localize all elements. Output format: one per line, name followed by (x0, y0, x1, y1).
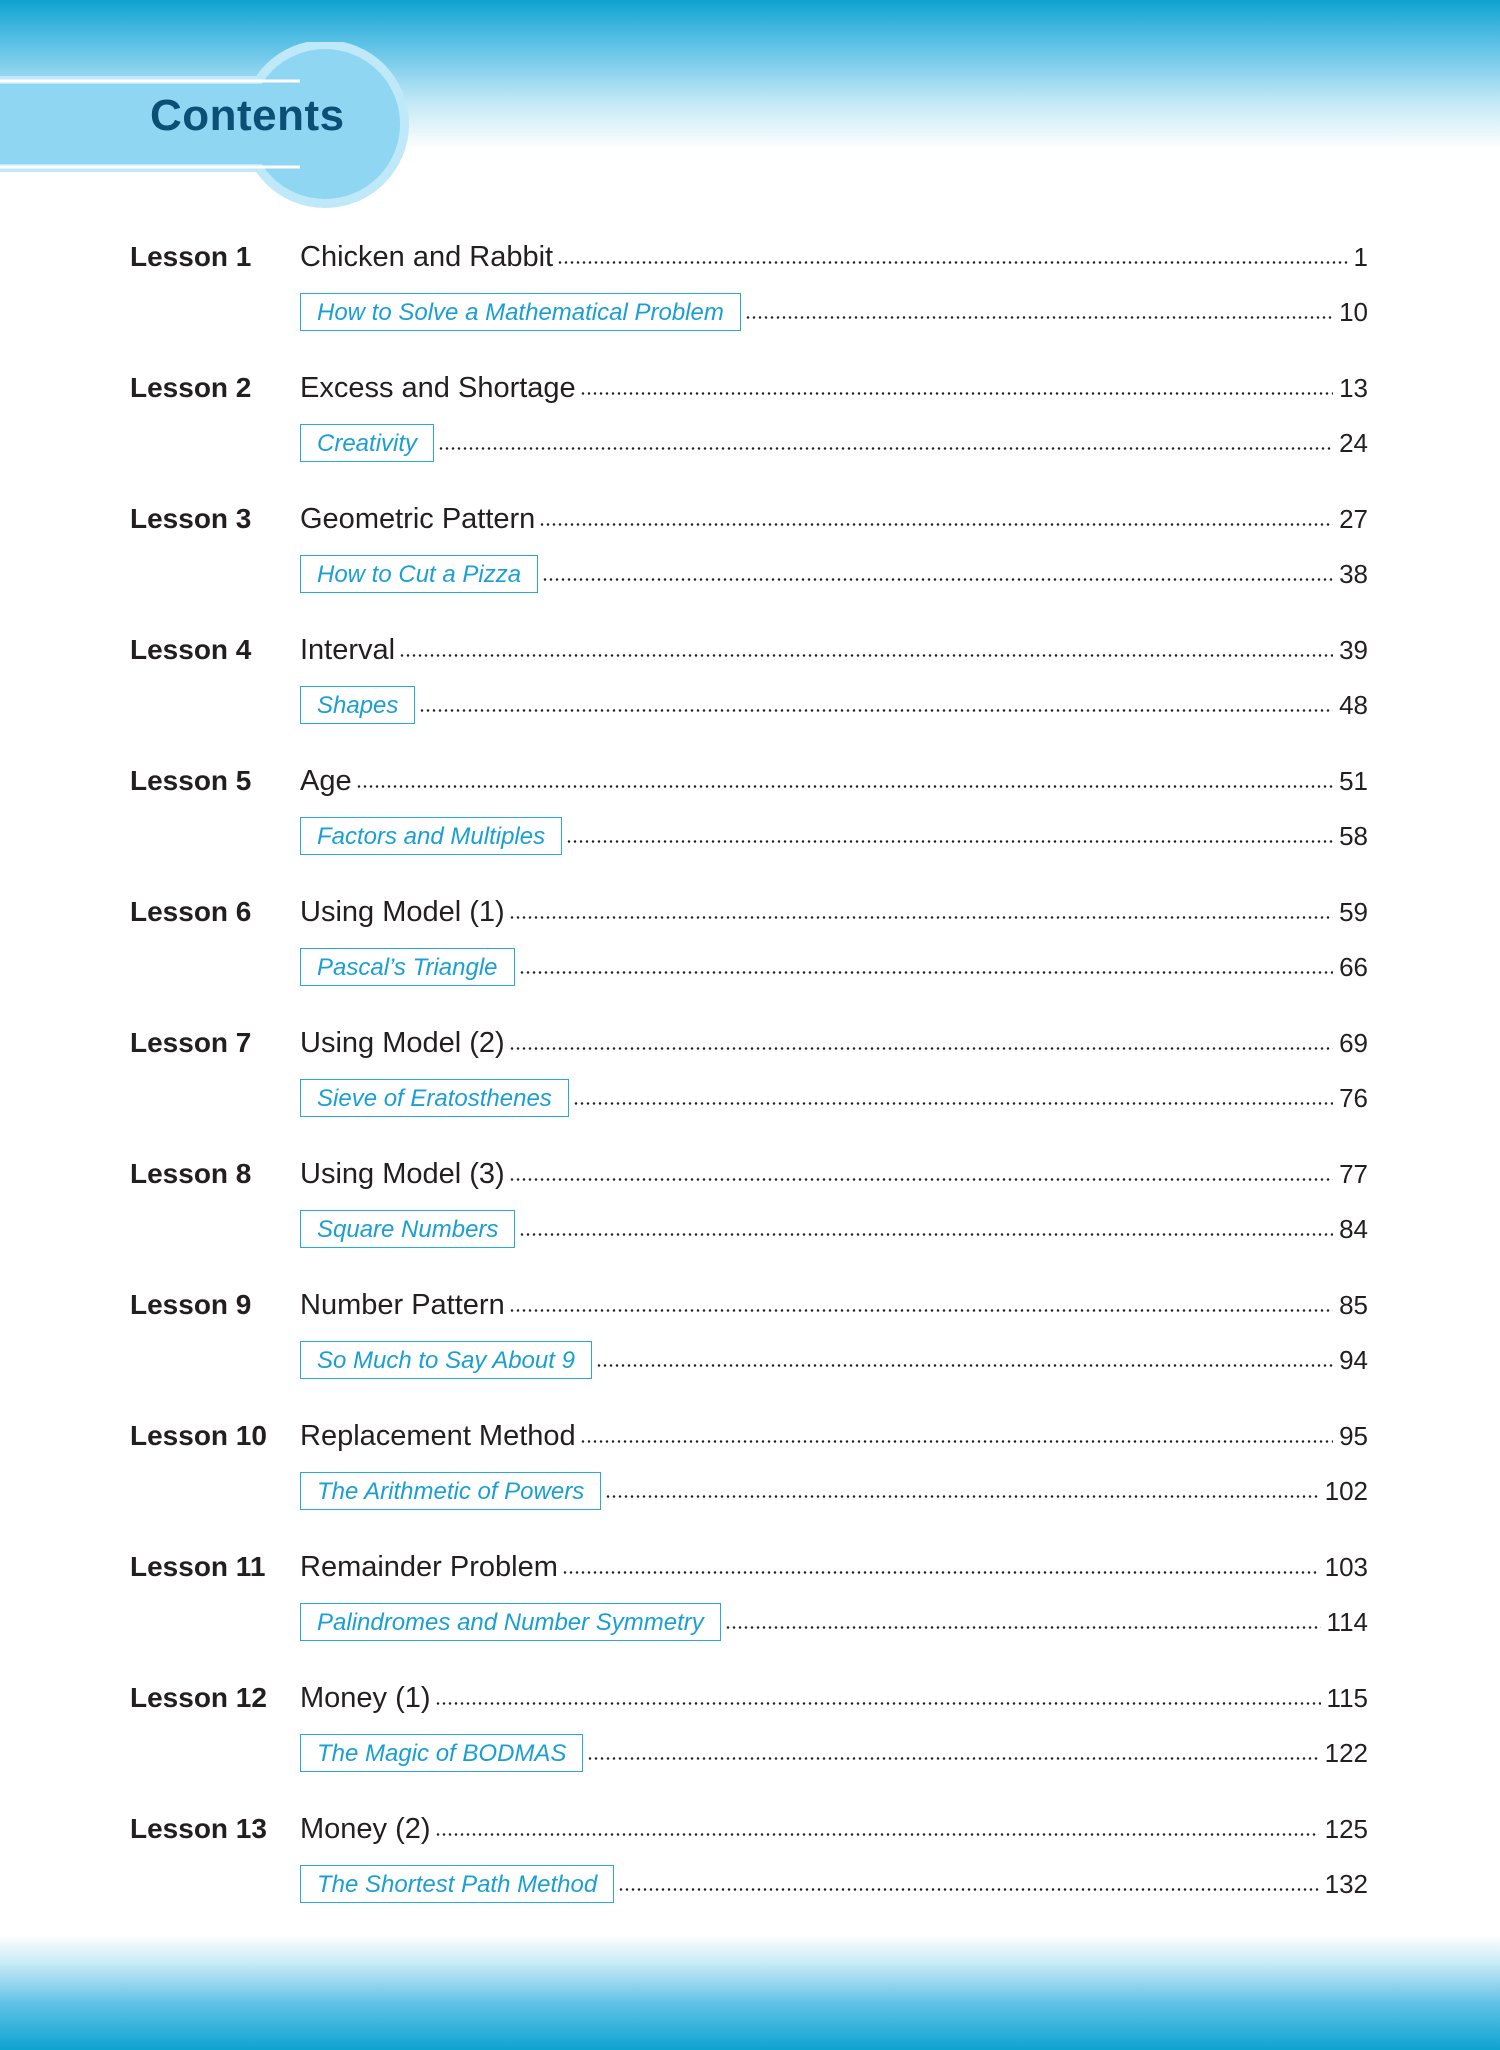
lesson-title: Using Model (1) (300, 895, 505, 928)
dot-leader (557, 261, 1347, 264)
feature-title-box: So Much to Say About 9 (300, 1341, 592, 1379)
feature-title-box: Factors and Multiples (300, 817, 562, 855)
page-number: 84 (1339, 1213, 1368, 1244)
feature-title-box: Creativity (300, 424, 434, 462)
lesson-title-row[interactable] (300, 237, 1368, 277)
feature-row[interactable] (300, 1078, 1368, 1118)
feature-title-box: The Arithmetic of Powers (300, 1472, 601, 1510)
feature-row[interactable] (300, 423, 1368, 463)
dot-leader (519, 971, 1334, 974)
lesson-label: Lesson 11 (130, 1551, 266, 1582)
lesson-title: Money (2) (300, 1812, 431, 1845)
page-title: Contents (150, 91, 345, 140)
lesson-title-row[interactable] (300, 1547, 1368, 1587)
dot-leader (539, 523, 1333, 526)
lesson-title-row[interactable] (300, 1809, 1368, 1849)
lesson-title: Money (1) (300, 1681, 431, 1714)
feature-title-box: Pascal’s Triangle (300, 948, 515, 986)
page-number: 1 (1353, 241, 1368, 272)
lesson-title: Interval (300, 633, 396, 666)
page-number: 66 (1339, 951, 1368, 982)
dot-leader (596, 1364, 1333, 1367)
page-number: 125 (1324, 1813, 1368, 1844)
feature-row[interactable] (300, 685, 1368, 725)
feature-row[interactable] (300, 292, 1368, 332)
page-number: 48 (1339, 689, 1368, 720)
lesson-title-row[interactable] (300, 1285, 1368, 1325)
feature-title-box: Palindromes and Number Symmetry (300, 1603, 721, 1641)
feature-row[interactable] (300, 816, 1368, 856)
dot-leader (725, 1626, 1321, 1629)
lesson-title: Using Model (2) (300, 1026, 505, 1059)
feature-row[interactable] (300, 554, 1368, 594)
feature-title-box: The Magic of BODMAS (300, 1734, 583, 1772)
page-number: 76 (1339, 1082, 1368, 1113)
feature-row[interactable] (300, 1733, 1368, 1773)
dot-leader (587, 1757, 1318, 1760)
lesson-label: Lesson 9 (130, 1289, 252, 1320)
lesson-title-row[interactable] (300, 761, 1368, 801)
lesson-title-row[interactable] (300, 368, 1368, 408)
page-number: 39 (1339, 634, 1368, 665)
lesson-title: Chicken and Rabbit (300, 240, 554, 273)
lesson-label: Lesson 7 (130, 1027, 252, 1058)
dot-leader (509, 916, 1333, 919)
dot-leader (419, 709, 1333, 712)
lesson-label: Lesson 12 (130, 1682, 267, 1713)
dot-leader (438, 447, 1333, 450)
lesson-title-row[interactable] (300, 630, 1368, 670)
dot-leader (356, 785, 1333, 788)
feature-row[interactable] (300, 1209, 1368, 1249)
lesson-title: Geometric Pattern (300, 502, 536, 535)
page-number: 38 (1339, 558, 1368, 589)
lesson-label: Lesson 13 (130, 1813, 267, 1844)
dot-leader (519, 1233, 1333, 1236)
feature-title-box: Shapes (300, 686, 415, 724)
lesson-title: Excess and Shortage (300, 371, 576, 404)
feature-row[interactable] (300, 1340, 1368, 1380)
dot-leader (435, 1702, 1321, 1705)
feature-row[interactable] (300, 1602, 1368, 1642)
lesson-title-row[interactable] (300, 1154, 1368, 1194)
feature-title-box: How to Cut a Pizza (300, 555, 538, 593)
dot-leader (618, 1888, 1318, 1891)
lesson-title: Number Pattern (300, 1288, 505, 1321)
dot-leader (580, 392, 1333, 395)
lesson-label: Lesson 5 (130, 765, 252, 796)
lesson-title-row[interactable] (300, 1416, 1368, 1456)
page-number: 132 (1324, 1868, 1368, 1899)
page-number: 103 (1324, 1551, 1368, 1582)
page-number: 122 (1324, 1737, 1368, 1768)
page-number: 94 (1339, 1344, 1368, 1375)
page-number: 115 (1326, 1682, 1368, 1713)
page-number: 114 (1326, 1606, 1368, 1637)
lesson-title-row[interactable] (300, 1678, 1368, 1718)
page-number: 24 (1339, 427, 1368, 458)
dot-leader (509, 1309, 1333, 1312)
page-number: 77 (1339, 1158, 1368, 1189)
lesson-label: Lesson 10 (130, 1420, 267, 1451)
dot-leader (435, 1833, 1319, 1836)
dot-leader (605, 1495, 1318, 1498)
page-number: 59 (1339, 896, 1368, 927)
page-number: 95 (1339, 1420, 1368, 1451)
feature-row[interactable] (300, 1864, 1368, 1904)
page-number: 10 (1339, 296, 1368, 327)
page-number: 69 (1339, 1027, 1368, 1058)
lesson-label: Lesson 6 (130, 896, 252, 927)
page-number: 27 (1339, 503, 1368, 534)
lesson-label: Lesson 1 (130, 241, 252, 272)
page-number: 51 (1339, 765, 1368, 796)
lesson-label: Lesson 2 (130, 372, 252, 403)
lesson-title: Replacement Method (300, 1419, 576, 1452)
lesson-label: Lesson 8 (130, 1158, 252, 1189)
feature-row[interactable] (300, 1471, 1368, 1511)
dot-leader (509, 1178, 1333, 1181)
page-number: 102 (1324, 1475, 1368, 1506)
feature-title-box: How to Solve a Mathematical Problem (300, 293, 741, 331)
lesson-label: Lesson 4 (130, 634, 252, 665)
lesson-title: Using Model (3) (300, 1157, 505, 1190)
page-number: 58 (1339, 820, 1368, 851)
lesson-label: Lesson 3 (130, 503, 252, 534)
lesson-title-row[interactable] (300, 1023, 1368, 1063)
dot-leader (509, 1047, 1333, 1050)
feature-row[interactable] (300, 947, 1368, 987)
dot-leader (745, 316, 1333, 319)
dot-leader (542, 578, 1333, 581)
dot-leader (566, 840, 1333, 843)
page-number: 13 (1339, 372, 1368, 403)
feature-title-box: Sieve of Eratosthenes (300, 1079, 569, 1117)
page-number: 85 (1339, 1289, 1368, 1320)
dot-leader (562, 1571, 1319, 1574)
feature-title-box: Square Numbers (300, 1210, 515, 1248)
dot-leader (573, 1102, 1333, 1105)
lesson-title-row[interactable] (300, 499, 1368, 539)
lesson-title-row[interactable] (300, 892, 1368, 932)
feature-title-box: The Shortest Path Method (300, 1865, 614, 1903)
lesson-title: Age (300, 764, 352, 797)
dot-leader (580, 1440, 1333, 1443)
lesson-title: Remainder Problem (300, 1550, 558, 1583)
dot-leader (399, 654, 1333, 657)
